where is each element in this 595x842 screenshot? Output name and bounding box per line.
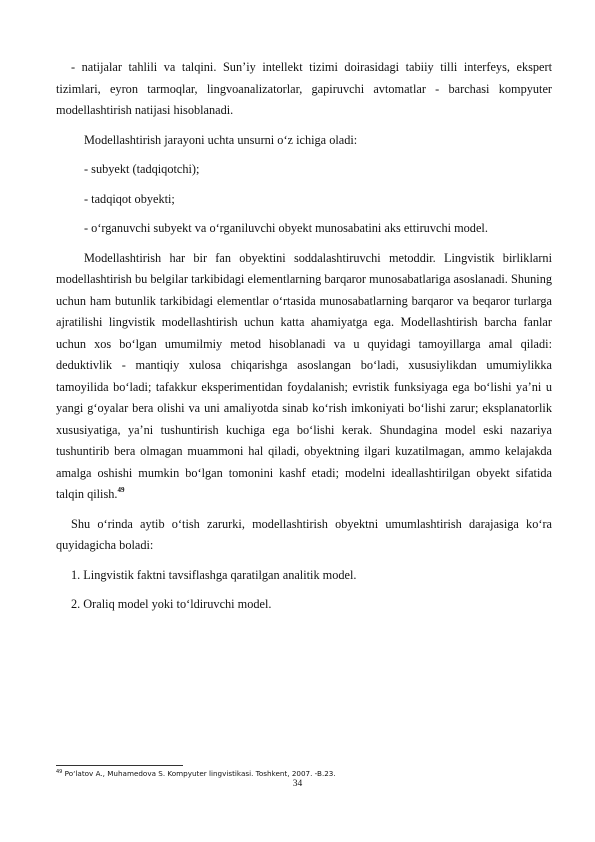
page-body: [56, 57, 552, 616]
paragraph-method-text: Modellashtirish har bir fan obyektini soddalashtiruvchi metoddir. Lingvistik birliklarni modellashtirish bu belgilar tarkibidagi elementlarning barqaror munosabatlariga asoslanadi. Shuning uchun ham butunlik tarkibidagi elementlar o‘rtasida munosabatlarning barqaror va beqaror turlarga ajratilishi lingvistik modellashtirish uchun katta ahamiyatga ega. Modellashtirish barcha fanlar uchun xos bo‘lgan umumilmiy metod hisoblanadi va u quyidagi tamoyillarga amal qiladi: deduktivlik - mantiqiy xulosa chiqarishga asoslangan bo‘ladi, xususiylikdan umumiylikka tamoyilida bo‘ladi; tafakkur eksperimentidan foydalanish; evristik funksiyaga ega bo‘lishi ya’ni u yangi g‘oyalar bera olishi va uni amaliyotda sinab ko‘rish imkoniyati bo‘lishi zarur; eksplanatorlik xususiyatiga, ya’ni tushuntirish kuchiga ega bo‘lishi kerak. Shundagina model eski nazariya tushuntirib bera olmagan muammoni hal qiladi, obyektning ilgari kuzatilmagan, ammo kelajakda amalga oshishi mumkin bo‘lgan tomonini kashf etadi; modelni ideallashtirilgan obyekt sifatida talqin qilish.: [56, 250, 552, 501]
paragraph-components-intro: Modellashtirish jarayoni uchta unsurni o‘z ichiga oladi:: [84, 132, 358, 147]
paragraph-types-intro: Shu o‘rinda aytib o‘tish zarurki, modellashtirish obyektni umumlashtirish darajasiga ko‘ra quyidagicha boladi:: [56, 516, 552, 552]
list-item-component-3: - o‘rganuvchi subyekt va o‘rganiluvchi obyekt munosabatini aks ettiruvchi model.: [84, 221, 488, 235]
list-item-type-1: 1. Lingvistik faktni tavsiflashga qaratilgan analitik model.: [71, 567, 357, 582]
page-number: 34: [292, 779, 303, 789]
footnote-text: Po‘latov A., Muhamedova S. Kompyuter lingvistikasi. Toshkent, 2007. -B.23.: [64, 769, 336, 778]
list-item-component-1: - subyekt (tadqiqotchi);: [84, 162, 200, 176]
paragraph-method: [56, 248, 552, 506]
footnote-reference[interactable]: 49: [117, 486, 125, 494]
paragraph-intro: - natijalar tahlili va talqini. Sun’iy intellekt tizimi doirasidagi tabiiy tilli interfeys, ekspert tizimlari, eyron tarmoqlar, lingvoanalizatorlar, gapiruvchi avtomatlar - barchasi kompyuter modellashtirish natijasi hisoblanadi.: [56, 60, 552, 117]
footnote-divider: [56, 765, 183, 766]
footnote-number: 49: [56, 769, 63, 775]
list-item-type-2: 2. Oraliq model yoki to‘ldiruvchi model.: [71, 597, 272, 611]
footnote: [56, 769, 552, 779]
list-item-component-2: - tadqiqot obyekti;: [84, 191, 175, 206]
